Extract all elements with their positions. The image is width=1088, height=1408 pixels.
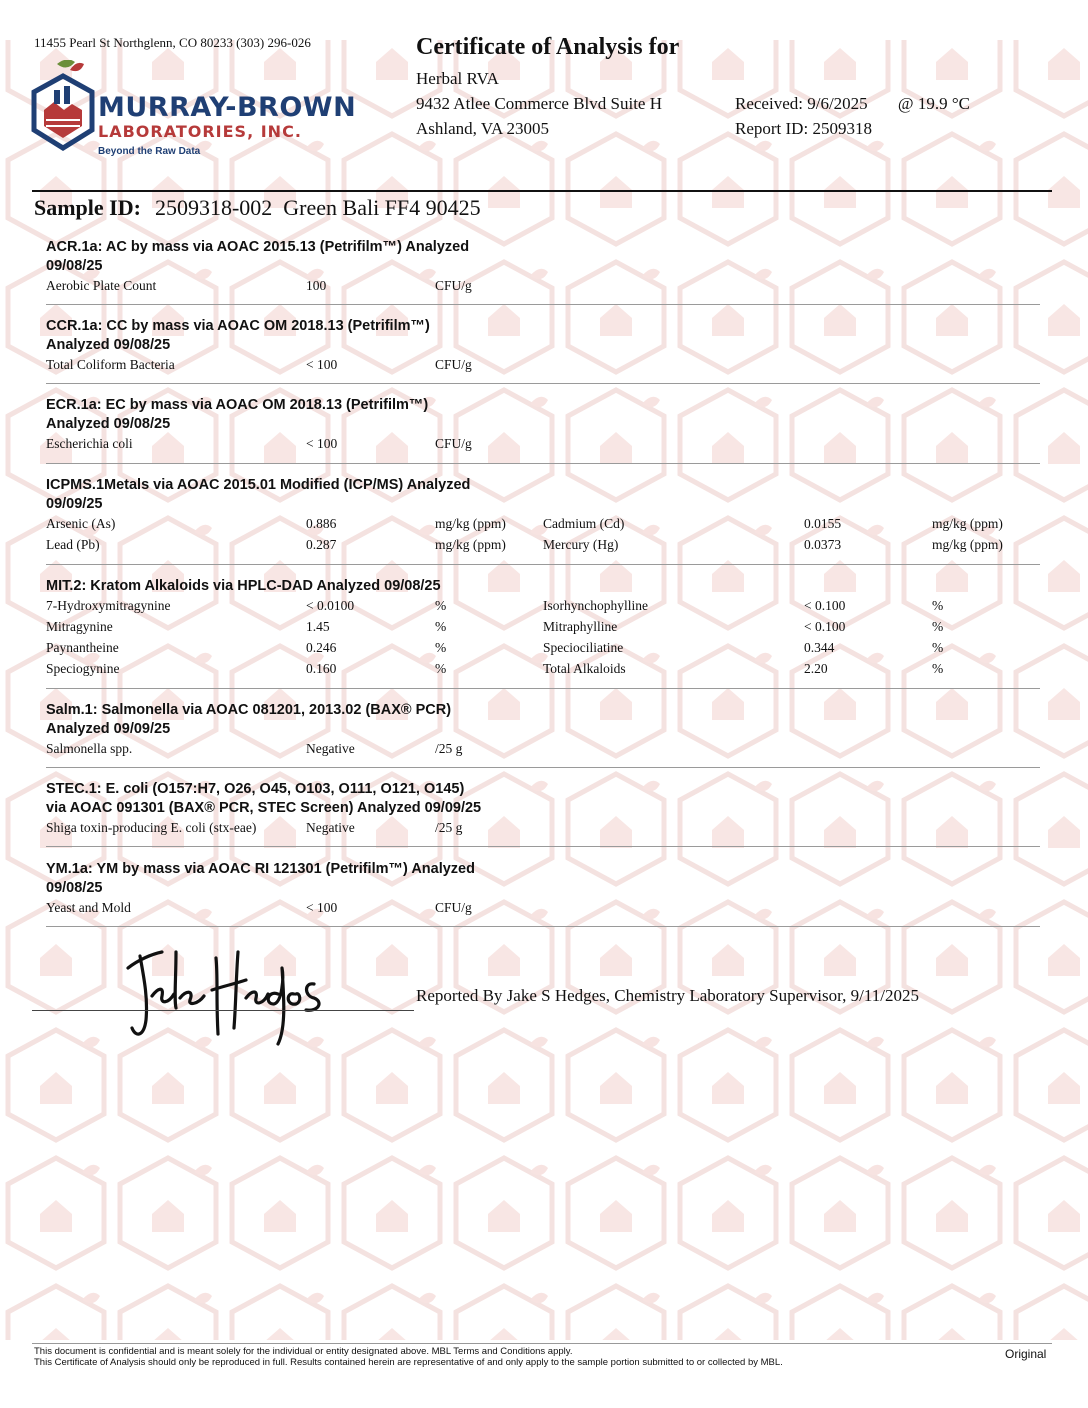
section-title: MIT.2: Kratom Alkaloids via HPLC-DAD Analyzed 09/08/25 bbox=[46, 578, 441, 594]
signature-line bbox=[32, 1010, 414, 1011]
section-divider bbox=[46, 926, 1040, 927]
analyte-result: Negative bbox=[306, 820, 355, 835]
analyte-result: 0.0373 bbox=[804, 537, 842, 552]
analyte-result: 1.45 bbox=[306, 619, 330, 634]
section-divider bbox=[46, 767, 1040, 768]
logo-name-line1: MURRAY-BROWN bbox=[98, 92, 357, 123]
section-title-cont: Analyzed 09/08/25 bbox=[46, 416, 171, 432]
result-row bbox=[46, 898, 1040, 919]
test-section-ccr bbox=[46, 317, 1040, 376]
analyte-name: Total Alkaloids bbox=[543, 661, 626, 676]
client-block bbox=[416, 66, 662, 141]
footer-line2: This Certificate of Analysis should only be reproduced in full. Results contained herein are representative of and only apply to the sample portion submitted to or collected by MBL. bbox=[34, 1357, 783, 1368]
analyte-name: Mitragynine bbox=[46, 619, 113, 634]
analyte-unit: mg/kg (ppm) bbox=[932, 537, 1003, 552]
result-row bbox=[46, 276, 1040, 297]
analyte-unit: % bbox=[932, 598, 944, 613]
footer-line1: This document is confidential and is meant solely for the individual or entity designated above. MBL Terms and Conditions apply. bbox=[34, 1346, 573, 1357]
received-line bbox=[735, 91, 970, 116]
report-id: 2509318 bbox=[812, 119, 872, 138]
section-title-cont: via AOAC 091301 (BAX® PCR, STEC Screen) Analyzed 09/09/25 bbox=[46, 800, 482, 816]
received-block bbox=[735, 91, 970, 141]
analyte-unit: % bbox=[435, 619, 447, 634]
analyte-unit: % bbox=[435, 661, 447, 676]
analyte-unit: % bbox=[932, 640, 944, 655]
logo-tagline: Beyond the Raw Data bbox=[98, 146, 201, 157]
lab-address: 11455 Pearl St Northglenn, CO 80233 (303) 296-026 bbox=[34, 35, 311, 50]
analyte-name: Paynantheine bbox=[46, 640, 119, 655]
result-row bbox=[46, 739, 1040, 760]
analyte-result: < 100 bbox=[306, 357, 338, 372]
received-temperature: @ 19.9 °C bbox=[897, 94, 970, 113]
section-title-cont: 09/08/25 bbox=[46, 880, 103, 896]
analyte-name: Arsenic (As) bbox=[46, 516, 116, 531]
document-status: Original bbox=[1005, 1347, 1047, 1361]
section-divider bbox=[46, 304, 1040, 305]
analyte-result: 0.886 bbox=[306, 516, 337, 531]
analyte-result: 2.20 bbox=[804, 661, 828, 676]
section-divider bbox=[46, 463, 1040, 464]
analyte-unit: % bbox=[932, 661, 944, 676]
test-section-acr bbox=[46, 238, 1040, 297]
analyte-name: Cadmium (Cd) bbox=[543, 516, 625, 531]
analyte-unit: % bbox=[435, 640, 447, 655]
result-row bbox=[46, 617, 1040, 638]
analyte-result: 0.287 bbox=[306, 537, 337, 552]
reported-by: Reported By Jake S Hedges, Chemistry Laboratory Supervisor, 9/11/2025 bbox=[416, 986, 919, 1005]
analyte-name: 7-Hydroxymitragynine bbox=[46, 598, 171, 613]
test-section-mit bbox=[46, 577, 1040, 680]
section-divider bbox=[46, 564, 1040, 565]
section-title: STEC.1: E. coli (O157:H7, O26, O45, O103, O111, O121, O145) bbox=[46, 781, 465, 797]
analyte-unit: mg/kg (ppm) bbox=[435, 537, 506, 552]
analyte-unit: CFU/g bbox=[435, 357, 472, 372]
analyte-name: Mitraphylline bbox=[543, 619, 618, 634]
analyte-unit: CFU/g bbox=[435, 436, 472, 451]
analyte-result: 0.0155 bbox=[804, 516, 842, 531]
analyte-unit: /25 g bbox=[435, 741, 463, 756]
analyte-name: Escherichia coli bbox=[46, 436, 133, 451]
section-title-cont: Analyzed 09/09/25 bbox=[46, 721, 171, 737]
sample-id-label: Sample ID: bbox=[34, 195, 141, 220]
test-section-ecr bbox=[46, 396, 1040, 455]
analyte-name: Speciociliatine bbox=[543, 640, 624, 655]
analyte-unit: % bbox=[932, 619, 944, 634]
analyte-result: 0.160 bbox=[306, 661, 337, 676]
received-label: Received: bbox=[735, 94, 803, 113]
logo-hexagon-icon bbox=[30, 60, 96, 160]
analyte-result: < 100 bbox=[306, 436, 338, 451]
section-title: YM.1a: YM by mass via AOAC RI 121301 (Petrifilm™) Analyzed bbox=[46, 861, 475, 877]
analyte-result: < 100 bbox=[306, 900, 338, 915]
result-row bbox=[46, 355, 1040, 376]
logo-name-line2: LABORATORIES, INC. bbox=[98, 122, 302, 141]
report-line bbox=[735, 116, 970, 141]
analyte-unit: % bbox=[435, 598, 447, 613]
result-row bbox=[46, 514, 1040, 535]
client-city: Ashland, VA 23005 bbox=[416, 119, 550, 138]
section-title-cont: Analyzed 09/08/25 bbox=[46, 337, 171, 353]
result-row bbox=[46, 535, 1040, 556]
section-title-cont: 09/08/25 bbox=[46, 258, 103, 274]
report-label: Report ID: bbox=[735, 119, 809, 138]
test-section-stec bbox=[46, 780, 1040, 839]
analyte-result: 100 bbox=[306, 278, 327, 293]
sample-id-value: 2509318-002 Green Bali FF4 90425 bbox=[154, 195, 481, 220]
analyte-name: Salmonella spp. bbox=[46, 741, 133, 756]
section-title: CCR.1a: CC by mass via AOAC OM 2018.13 (Petrifilm™) bbox=[46, 318, 430, 334]
result-row bbox=[46, 659, 1040, 680]
test-section-salm bbox=[46, 701, 1040, 760]
analyte-name: Total Coliform Bacteria bbox=[46, 357, 175, 372]
analyte-result: < 0.100 bbox=[804, 598, 846, 613]
sample-id-line bbox=[34, 195, 481, 221]
analyte-result: 0.246 bbox=[306, 640, 337, 655]
section-title: Salm.1: Salmonella via AOAC 081201, 2013.02 (BAX® PCR) bbox=[46, 702, 452, 718]
analyte-name: Aerobic Plate Count bbox=[46, 278, 157, 293]
analyte-unit: mg/kg (ppm) bbox=[932, 516, 1003, 531]
analyte-result: < 0.0100 bbox=[306, 598, 355, 613]
section-title: ECR.1a: EC by mass via AOAC OM 2018.13 (Petrifilm™) bbox=[46, 397, 429, 413]
analyte-result: < 0.100 bbox=[804, 619, 846, 634]
result-row bbox=[46, 818, 1040, 839]
test-section-icpms bbox=[46, 476, 1040, 556]
analyte-unit: CFU/g bbox=[435, 278, 472, 293]
analyte-name: Shiga toxin-producing E. coli (stx-eae) bbox=[46, 820, 257, 835]
section-divider bbox=[46, 846, 1040, 847]
section-divider bbox=[46, 688, 1040, 689]
client-street: 9432 Atlee Commerce Blvd Suite H bbox=[416, 94, 662, 113]
result-row bbox=[46, 638, 1040, 659]
analyte-name: Isorhynchophylline bbox=[543, 598, 648, 613]
analyte-name: Yeast and Mold bbox=[46, 900, 131, 915]
footer-divider bbox=[32, 1343, 1052, 1344]
handwritten-signature bbox=[118, 938, 338, 1048]
section-divider bbox=[46, 383, 1040, 384]
section-title-cont: 09/09/25 bbox=[46, 496, 103, 512]
header-divider bbox=[32, 190, 1052, 192]
section-title: ICPMS.1Metals via AOAC 2015.01 Modified (ICP/MS) Analyzed bbox=[46, 477, 471, 493]
analyte-name: Mercury (Hg) bbox=[543, 537, 619, 552]
client-name: Herbal RVA bbox=[416, 69, 499, 88]
analyte-result: 0.344 bbox=[804, 640, 835, 655]
analyte-unit: CFU/g bbox=[435, 900, 472, 915]
certificate-title: Certificate of Analysis for bbox=[416, 34, 680, 60]
company-logo bbox=[30, 56, 360, 166]
analyte-result: Negative bbox=[306, 741, 355, 756]
received-date: 9/6/2025 bbox=[807, 94, 868, 113]
analyte-name: Speciogynine bbox=[46, 661, 120, 676]
analyte-name: Lead (Pb) bbox=[46, 537, 100, 552]
result-row bbox=[46, 596, 1040, 617]
footer-disclaimer bbox=[34, 1346, 783, 1368]
result-row bbox=[46, 434, 1040, 455]
section-title: ACR.1a: AC by mass via AOAC 2015.13 (Petrifilm™) Analyzed bbox=[46, 239, 470, 255]
analyte-unit: mg/kg (ppm) bbox=[435, 516, 506, 531]
analyte-unit: /25 g bbox=[435, 820, 463, 835]
test-section-ym bbox=[46, 860, 1040, 919]
